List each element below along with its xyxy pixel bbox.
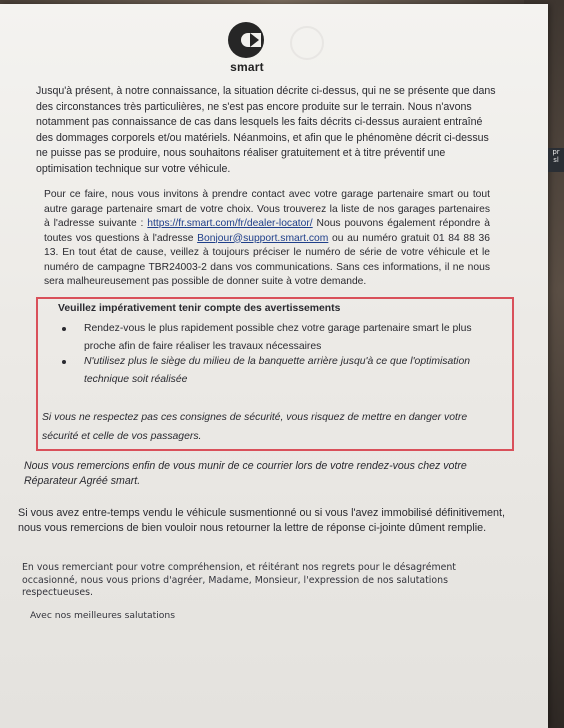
brand-wordmark: smart bbox=[230, 60, 264, 74]
bullet-icon bbox=[62, 327, 66, 331]
thanks-paragraph: Nous vous remercions enfin de vous munir de ce courrier lors de votre rendez-vous chez votre Réparateur Agréé smart. bbox=[24, 460, 467, 487]
support-email-link[interactable]: Bonjour@support.smart.com bbox=[197, 232, 329, 244]
letter-page bbox=[0, 4, 548, 728]
show-through-logo-icon bbox=[290, 26, 324, 60]
intro-paragraph: Jusqu'à présent, à notre connaissance, la situation décrite ci-dessus, qui ne se présente que dans des circonstances très particulières, ne s'est pas encore produite sur le terrain. Nous n'avons notamment pas connaissance de cas dans lesquels les faits décrits ci-dessus auraient entraîné des dommages corporels et/ou matériels. Néanmoins, et afin que le phénomène décrit ci-dessus ne puisse pas se produire, nous souhaitons réaliser gratuitement et à titre préventif une optimisation technique sur votre véhicule. bbox=[36, 85, 496, 175]
warning-title: Veuillez impérativement tenir compte des avertissements bbox=[58, 303, 341, 314]
smart-logo-icon bbox=[228, 22, 264, 58]
edge-label: pr sl bbox=[548, 148, 564, 172]
bullet-icon bbox=[62, 360, 66, 364]
vehicle-sold-paragraph: Si vous avez entre-temps vendu le véhicule susmentionné ou si vous l'avez immobilisé définitivement, nous vous remercions de bien vouloir nous retourner la lettre de réponse ci-jointe dûment remplie. bbox=[18, 507, 505, 534]
warning-bullet: Rendez-vous le plus rapidement possible chez votre garage partenaire smart le plus proche afin de faire réaliser les travaux nécessaires bbox=[62, 320, 492, 356]
signoff-line: Avec nos meilleures salutations bbox=[30, 610, 176, 621]
dealer-locator-link[interactable]: https://fr.smart.com/fr/dealer-locator/ bbox=[147, 218, 313, 229]
warning-bullet: N'utilisez plus le siège du milieu de la banquette arrière jusqu'à ce que l'optimisation technique soit réalisée bbox=[62, 353, 492, 389]
warning-footer: Si vous ne respectez pas ces consignes de sécurité, vous risquez de mettre en danger votre sécurité et celle de vos passagers. bbox=[42, 412, 468, 442]
closing-paragraph: En vous remerciant pour votre compréhension, et réitérant nos regrets pour le désagrément occasionné, nous vous prions d'agréer, Madame, Monsieur, l'expression de nos salutations respectueuses. bbox=[22, 562, 456, 598]
contact-paragraph: Pour ce faire, nous vous invitons à prendre contact avec votre garage partenaire smart ou tout autre garage partenaire smart de votre choix. Vous trouverez la liste de nos garages partenaires à l'adresse suivante : https://fr.smart.com/fr/dealer-locator/ Nous pouvons également répondre à toutes vos questions à l'adresse Bonjour@support.smart.com ou au numéro gratuit 01 84 88 36 13. En tout état de cause, veillez à toujours préciser le numéro de série de votre véhicule et le numéro de campagne TBR24003-2 dans vos communications. Sans ces informations, il ne nous sera malheureusement pas possible de donner suite à votre demande. bbox=[44, 189, 490, 287]
